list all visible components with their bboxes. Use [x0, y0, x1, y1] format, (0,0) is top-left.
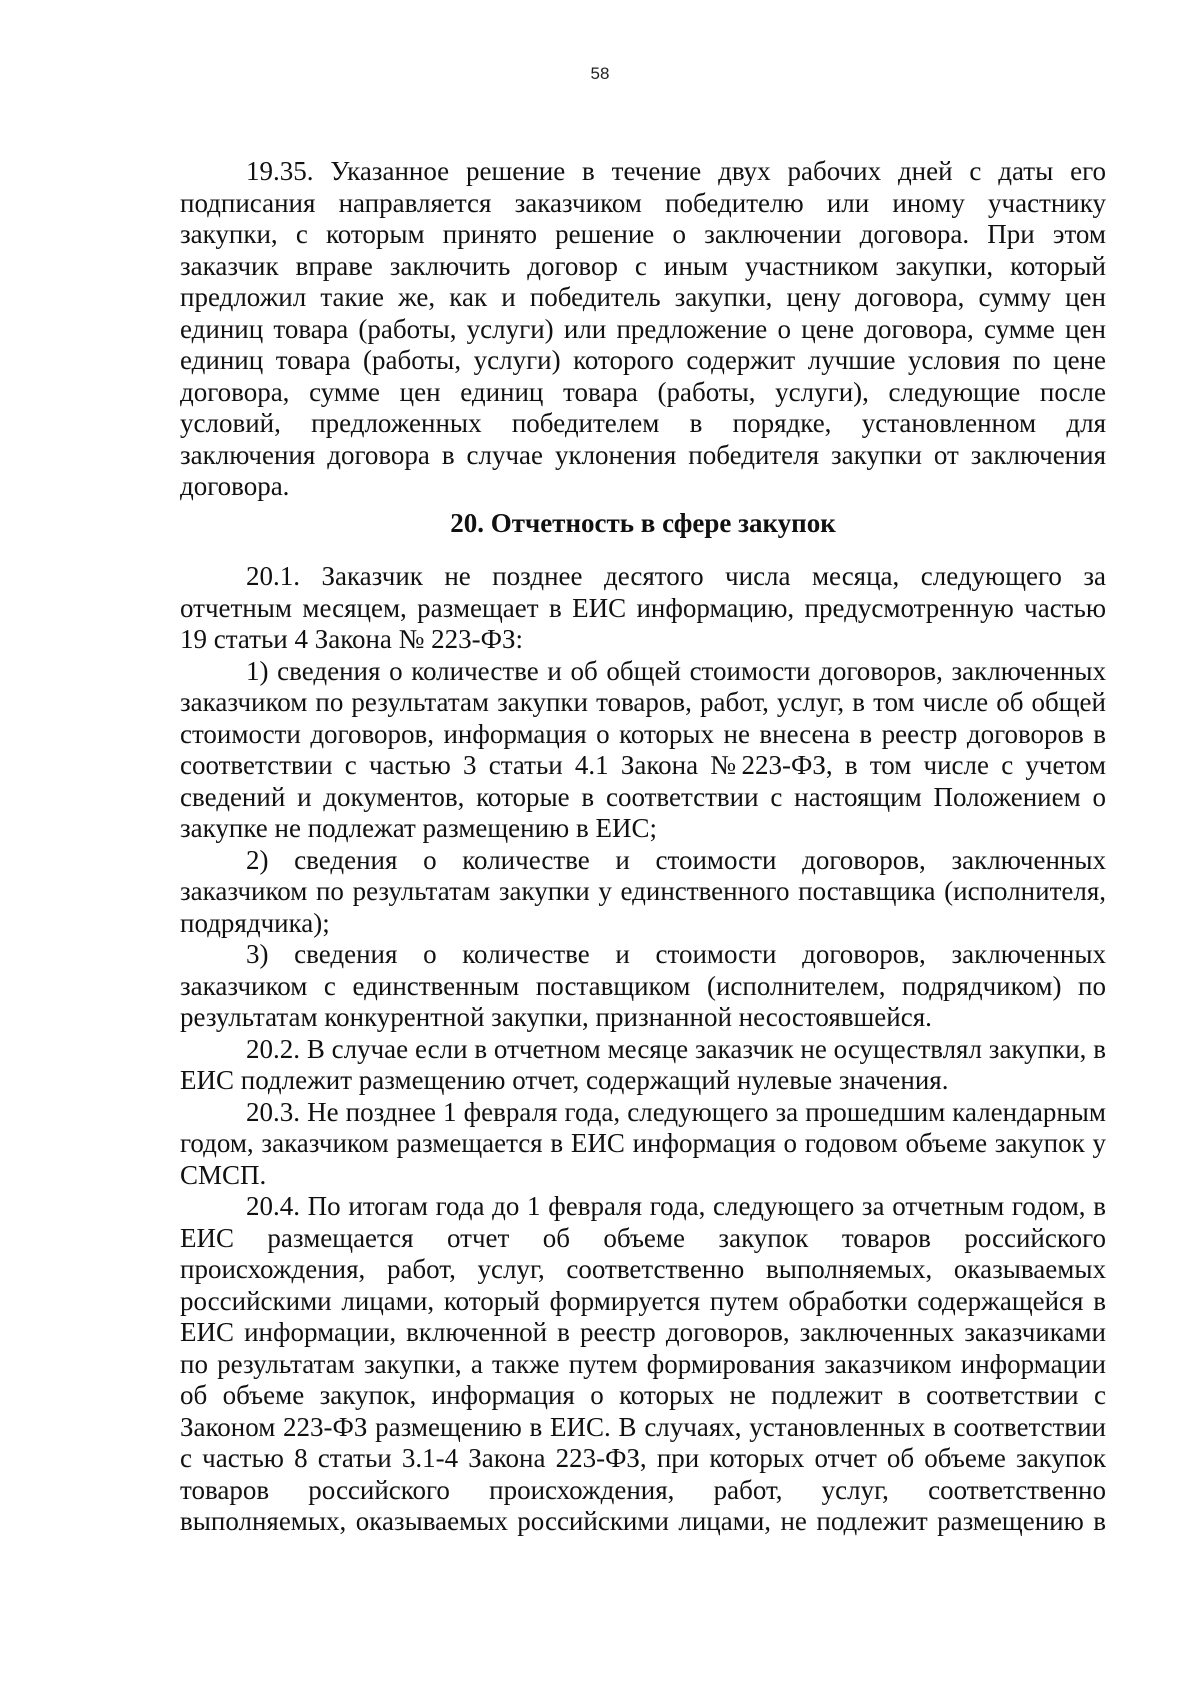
paragraph-20-3: 20.3. Не позднее 1 февраля года, следующего за прошедшим календарным годом, заказчиком размещается в ЕИС информация о годовом объеме закупок у СМСП. — [180, 1096, 1106, 1190]
list-item-3: 3) сведения о количестве и стоимости договоров, заключенных заказчиком с единственным поставщиком (исполнителем, подрядчиком) по результатам конкурентной закупки, признанной несостоявшейся. — [180, 939, 1106, 1032]
paragraph-19-35: 19.35. Указанное решение в течение двух рабочих дней с даты его подписания направляется заказчиком победителю или иному участнику закупки, с которым принято решение о заключении договора. При этом заказчик вправе заключить договор с иным участником закупки, который предложил такие же, как и победитель закупки, цену договора, сумму цен единиц товара (работы, услуги) или предложение о цене договора, сумме цен единиц товара (работы, услуги) которого содержит лучшие условия по цене договора, сумме цен единиц товара (работы, услуги), следующие после условий, предложенных победителем в порядке, установленном для заключения договора в случае уклонения победителя закупки от заключения договора. — [180, 156, 1106, 501]
section-heading: 20. Отчетность в сфере закупок — [450, 507, 836, 538]
list-item-1: 1) сведения о количестве и об общей стоимости договоров, заключенных заказчиком по результатам закупки товаров, работ, услуг, в том числе об общей стоимости договоров, информация о которых не внесена в реестр договоров в соответствии с частью 3 статьи 4.1 Закона №223-ФЗ, в том числе с учетом сведений и документов, которые в соответствии с настоящим Положением о закупке не подлежат размещению в ЕИС; — [180, 655, 1106, 843]
page-number: 58 — [590, 64, 610, 83]
paragraph-20-1: 20.1. Заказчик не позднее десятого числа месяца, следующего за отчетным месяцем, размещает в ЕИС информацию, предусмотренную частью 19 статьи 4 Закона № 223-ФЗ: — [180, 561, 1106, 654]
paragraph-20-2: 20.2. В случае если в отчетном месяце заказчик не осуществлял закупки, в ЕИС подлежит размещению отчет, содержащий нулевые значения. — [180, 1033, 1106, 1095]
paragraph-20-4: 20.4. По итогам года до 1 февраля года, следующего за отчетным годом, в ЕИС размещается отчет об объеме закупок товаров российского происхождения, работ, услуг, соответственно выполняемых, оказываемых российскими лицами, который формируется путем обработки содержащейся в ЕИС информации, включенной в реестр договоров, заключенных заказчиками по результатам закупки, а также путем формирования заказчиком информации об объеме закупок, информация о которых не подлежит в соответствии с Законом 223-ФЗ размещению в ЕИС. В случаях, установленных в соответствии с частью 8 статьи 3.1-4 Закона 223-ФЗ, при которых отчет об объеме закупок товаров российского происхождения, работ, услуг, соответственно выполняемых, оказываемых российскими лицами, не подлежит размещению в — [180, 1191, 1106, 1536]
list-item-2: 2) сведения о количестве и стоимости договоров, заключенных заказчиком по результатам закупки у единственного поставщика (исполнителя, подрядчика); — [180, 844, 1106, 938]
document-body — [180, 156, 1106, 1538]
